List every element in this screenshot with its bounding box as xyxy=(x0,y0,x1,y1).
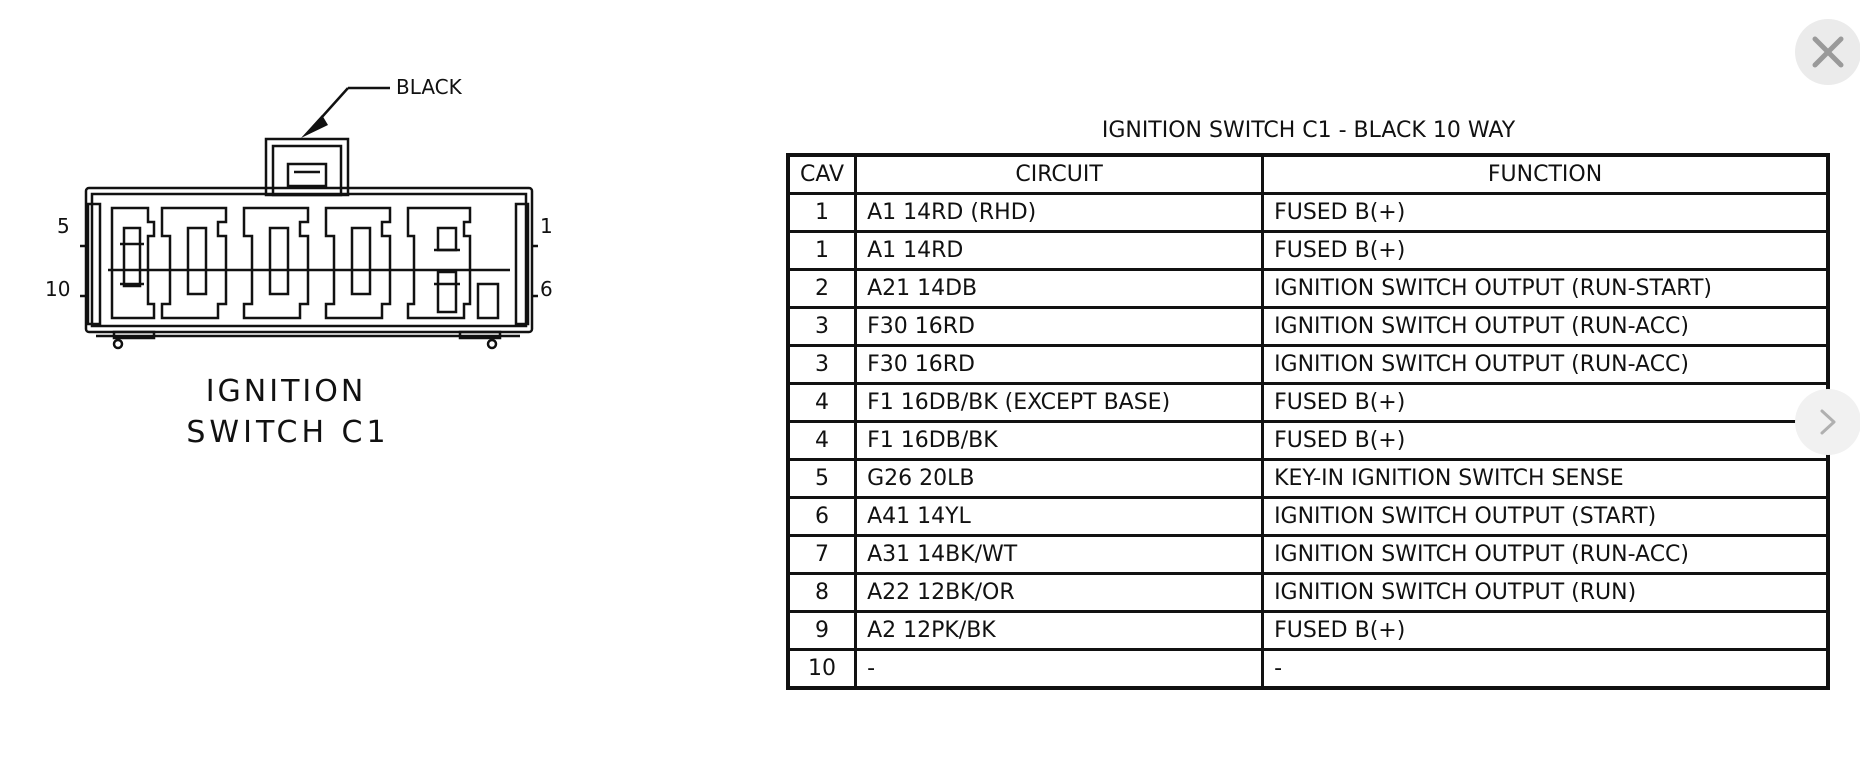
circuit-cell: F1 16DB/BK (EXCEPT BASE) xyxy=(856,384,1263,422)
function-cell: FUSED B(+) xyxy=(1263,194,1828,232)
pin-label-bottom-left: 10 xyxy=(45,277,71,301)
circuit-cell: A21 14DB xyxy=(856,270,1263,308)
cav-cell: 3 xyxy=(788,346,856,384)
wire-color-label: BLACK xyxy=(396,75,462,99)
circuit-cell: F1 16DB/BK xyxy=(856,422,1263,460)
cav-cell: 3 xyxy=(788,308,856,346)
cav-cell: 2 xyxy=(788,270,856,308)
function-cell: FUSED B(+) xyxy=(1263,422,1828,460)
function-cell: IGNITION SWITCH OUTPUT (START) xyxy=(1263,498,1828,536)
chevron-right-icon xyxy=(1816,405,1840,439)
connector-title-line2: SWITCH C1 xyxy=(186,415,390,450)
pin-table xyxy=(786,153,1830,690)
function-cell: FUSED B(+) xyxy=(1263,612,1828,650)
connector-diagram xyxy=(30,60,590,460)
table-title: IGNITION SWITCH C1 - BLACK 10 WAY xyxy=(1101,118,1516,143)
circuit-cell: G26 20LB xyxy=(856,460,1263,498)
cav-cell: 1 xyxy=(788,194,856,232)
close-button[interactable] xyxy=(1795,19,1860,85)
connector-title-line1: IGNITION xyxy=(205,374,367,409)
table-row xyxy=(788,346,1828,384)
cav-cell: 9 xyxy=(788,612,856,650)
table-row xyxy=(788,422,1828,460)
table-row xyxy=(788,536,1828,574)
function-cell: IGNITION SWITCH OUTPUT (RUN-START) xyxy=(1263,270,1828,308)
table-row xyxy=(788,460,1828,498)
table-row xyxy=(788,384,1828,422)
cav-cell: 8 xyxy=(788,574,856,612)
circuit-cell: A22 12BK/OR xyxy=(856,574,1263,612)
table-row xyxy=(788,498,1828,536)
table-row xyxy=(788,612,1828,650)
pin-label-top-right: 1 xyxy=(540,214,553,238)
header-function: FUNCTION xyxy=(1263,155,1828,194)
table-header-row xyxy=(788,155,1828,194)
pin-label-top-left: 5 xyxy=(57,214,70,238)
circuit-cell: A41 14YL xyxy=(856,498,1263,536)
circuit-cell: A1 14RD xyxy=(856,232,1263,270)
cav-cell: 6 xyxy=(788,498,856,536)
function-cell: IGNITION SWITCH OUTPUT (RUN) xyxy=(1263,574,1828,612)
pin-label-bottom-right: 6 xyxy=(540,277,553,301)
table-row xyxy=(788,232,1828,270)
cav-cell: 4 xyxy=(788,422,856,460)
cav-cell: 1 xyxy=(788,232,856,270)
table-row xyxy=(788,308,1828,346)
circuit-cell: - xyxy=(856,650,1263,689)
function-cell: KEY-IN IGNITION SWITCH SENSE xyxy=(1263,460,1828,498)
header-circuit: CIRCUIT xyxy=(856,155,1263,194)
function-cell: FUSED B(+) xyxy=(1263,384,1828,422)
cav-cell: 10 xyxy=(788,650,856,689)
circuit-cell: F30 16RD xyxy=(856,346,1263,384)
cav-cell: 4 xyxy=(788,384,856,422)
circuit-cell: A1 14RD (RHD) xyxy=(856,194,1263,232)
header-cav: CAV xyxy=(788,155,856,194)
circuit-cell: A31 14BK/WT xyxy=(856,536,1263,574)
table-row xyxy=(788,650,1828,689)
table-row xyxy=(788,574,1828,612)
table-row xyxy=(788,270,1828,308)
next-button[interactable] xyxy=(1795,389,1860,455)
table-row xyxy=(788,194,1828,232)
cav-cell: 7 xyxy=(788,536,856,574)
connector-latch xyxy=(266,139,348,195)
function-cell: IGNITION SWITCH OUTPUT (RUN-ACC) xyxy=(1263,308,1828,346)
function-cell: IGNITION SWITCH OUTPUT (RUN-ACC) xyxy=(1263,536,1828,574)
circuit-cell: F30 16RD xyxy=(856,308,1263,346)
function-cell: - xyxy=(1263,650,1828,689)
cav-cell: 5 xyxy=(788,460,856,498)
function-cell: FUSED B(+) xyxy=(1263,232,1828,270)
close-icon xyxy=(1811,35,1845,69)
function-cell: IGNITION SWITCH OUTPUT (RUN-ACC) xyxy=(1263,346,1828,384)
callout-arrowhead xyxy=(301,115,328,138)
connector-body xyxy=(80,188,538,348)
circuit-cell: A2 12PK/BK xyxy=(856,612,1263,650)
